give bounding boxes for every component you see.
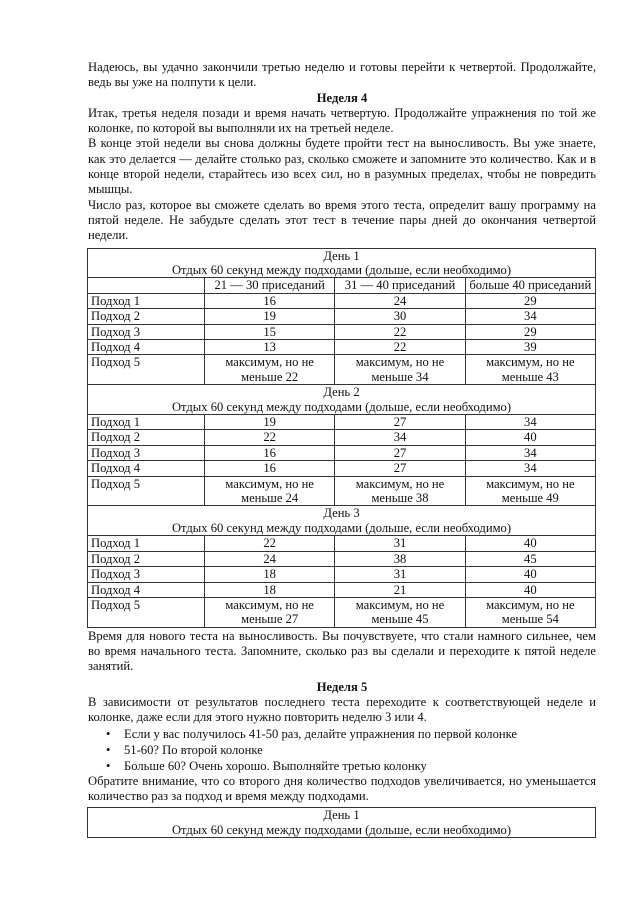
table-cell: максимум, но не меньше 43 [465, 355, 595, 385]
week4-paragraph-3: Число раз, которое вы сможете сделать во время этого теста, определит вашу программу на пятой неделе. Не забудьте сделать этот тест в течение пары дней до окончания четвертой недели. [88, 197, 596, 243]
table-cell: 29 [465, 293, 595, 308]
set-label: Подход 5 [88, 597, 205, 627]
table-cell: 16 [205, 293, 335, 308]
table-cell: 24 [205, 551, 335, 566]
set-label: Подход 4 [88, 461, 205, 476]
table-cell: 22 [335, 324, 465, 339]
table-cell: 22 [205, 536, 335, 551]
table-cell: 13 [205, 340, 335, 355]
list-item: • Больше 60? Очень хорошо. Выполняйте третью колонку [106, 758, 427, 773]
week5-intro: В зависимости от результатов последнего теста переходите к соответствующей неделе и колонке, даже если для этого нужно повторить неделю 3 или 4. [88, 694, 596, 725]
day-header [88, 506, 596, 536]
set-label: Подход 1 [88, 536, 205, 551]
table-row [88, 476, 596, 506]
column-header: больше 40 приседаний [465, 278, 595, 293]
week5-table [87, 807, 596, 838]
rest-note: Отдых 60 секунд между подходами (дольше, если необходимо) [171, 262, 512, 277]
header-empty-cell [88, 278, 205, 293]
column-header: 21 — 30 приседаний [205, 278, 335, 293]
table-cell: максимум, но не меньше 38 [335, 476, 465, 506]
table-cell: 39 [465, 340, 595, 355]
table-row [88, 293, 596, 308]
table-cell: 31 [335, 536, 465, 551]
table-cell: максимум, но не меньше 27 [205, 597, 335, 627]
day-title: День 3 [323, 506, 360, 521]
set-label: Подход 2 [88, 430, 205, 445]
set-label: Подход 3 [88, 324, 205, 339]
set-label: Подход 2 [88, 551, 205, 566]
table-cell: 31 [335, 567, 465, 582]
table-cell: 34 [335, 430, 465, 445]
list-item: • 51-60? По второй колонке [106, 742, 263, 757]
table-row [88, 597, 596, 627]
table-row [88, 445, 596, 460]
table-row [88, 582, 596, 597]
table-cell: 27 [335, 415, 465, 430]
table-cell: максимум, но не меньше 22 [205, 355, 335, 385]
day-title: День 1 Отдых 60 секунд между подходами (дольше, если необходимо) [88, 808, 596, 838]
table-row [88, 324, 596, 339]
bullet-icon: • [106, 726, 111, 741]
table-row [88, 340, 596, 355]
intro-paragraph: Надеюсь, вы удачно закончили третью неделю и готовы перейти к четвертой. Продолжайте, ведь вы уже на полпути к цели. [88, 60, 596, 90]
table-cell: 19 [205, 415, 335, 430]
column-header: 31 — 40 приседаний [335, 278, 465, 293]
week5-bullet-list [88, 726, 596, 774]
set-label: Подход 3 [88, 445, 205, 460]
bullet-icon: • [106, 758, 111, 773]
table-cell: 18 [205, 582, 335, 597]
table-cell: максимум, но не меньше 34 [335, 355, 465, 385]
table-cell: 24 [335, 293, 465, 308]
table-cell: 40 [465, 536, 595, 551]
table-row [88, 536, 596, 551]
table-cell: 34 [465, 461, 595, 476]
table-cell: 16 [205, 445, 335, 460]
table-cell: 21 [335, 582, 465, 597]
table-cell: 38 [335, 551, 465, 566]
table-row [88, 415, 596, 430]
table-cell: 40 [465, 430, 595, 445]
table-cell: 15 [205, 324, 335, 339]
rest-note: Отдых 60 секунд между подходами (дольше, если необходимо) [171, 399, 512, 414]
table-row [88, 551, 596, 566]
table-cell: 22 [335, 340, 465, 355]
table-row [88, 461, 596, 476]
table-row [88, 309, 596, 324]
table-cell: 27 [335, 461, 465, 476]
table-cell: 30 [335, 309, 465, 324]
week5-note: Обратите внимание, что со второго дня количество подходов увеличивается, но уменьшается количество раз за подход и время между подходами. [88, 773, 596, 803]
week4-heading: Неделя 4 [316, 90, 368, 105]
table-cell: 18 [205, 567, 335, 582]
rest-note: Отдых 60 секунд между подходами (дольше, если необходимо) [171, 520, 512, 535]
document-page [88, 60, 596, 838]
set-label: Подход 5 [88, 355, 205, 385]
set-label: Подход 5 [88, 476, 205, 506]
table-cell: максимум, но не меньше 54 [465, 597, 595, 627]
table-cell: максимум, но не меньше 45 [335, 597, 465, 627]
table-cell: 27 [335, 445, 465, 460]
list-item: • Если у вас получилось 41-50 раз, делайте упражнения по первой колонке [106, 726, 518, 741]
day-header [88, 385, 596, 415]
table-cell: 22 [205, 430, 335, 445]
set-label: Подход 1 [88, 293, 205, 308]
day-title: День 1 [323, 248, 360, 263]
week5-heading: Неделя 5 [316, 679, 368, 694]
day-header [88, 248, 596, 278]
set-label: Подход 4 [88, 582, 205, 597]
bullet-icon: • [106, 742, 111, 757]
table-row [88, 430, 596, 445]
table-cell: 34 [465, 415, 595, 430]
set-label: Подход 2 [88, 309, 205, 324]
table-cell: 45 [465, 551, 595, 566]
week4-table [87, 248, 596, 628]
week4-paragraph-2: В конце этой недели вы снова должны будете пройти тест на выносливость. Вы уже знаете, как это делается — делайте столько раз, сколько сможете и запомните это количество. Как и в конце второй недели, старайтесь изо всех сил, но в разумных пределах, чтобы не повредить мышцы. [88, 136, 596, 197]
table-cell: 16 [205, 461, 335, 476]
table-cell: максимум, но не меньше 24 [205, 476, 335, 506]
table-cell: 40 [465, 582, 595, 597]
table-cell: 29 [465, 324, 595, 339]
table-cell: 40 [465, 567, 595, 582]
table-row [88, 355, 596, 385]
set-label: Подход 1 [88, 415, 205, 430]
table-cell: максимум, но не меньше 49 [465, 476, 595, 506]
table-cell: 34 [465, 309, 595, 324]
week4-paragraph-1: Итак, третья неделя позади и время начать четвертую. Продолжайте упражнения по той же колонке, по которой вы выполняли их на третьей неделе. [88, 105, 596, 136]
table-cell: 34 [465, 445, 595, 460]
set-label: Подход 4 [88, 340, 205, 355]
day-title: День 2 [323, 385, 360, 400]
after-table-paragraph: Время для нового теста на выносливость. Вы почувствуете, что стали намного сильнее, чем во время начального теста. Запомните, сколько раз вы сделали и переходите к пятой неделе занятий. [88, 628, 596, 674]
table-row [88, 567, 596, 582]
table-cell: 19 [205, 309, 335, 324]
set-label: Подход 3 [88, 567, 205, 582]
